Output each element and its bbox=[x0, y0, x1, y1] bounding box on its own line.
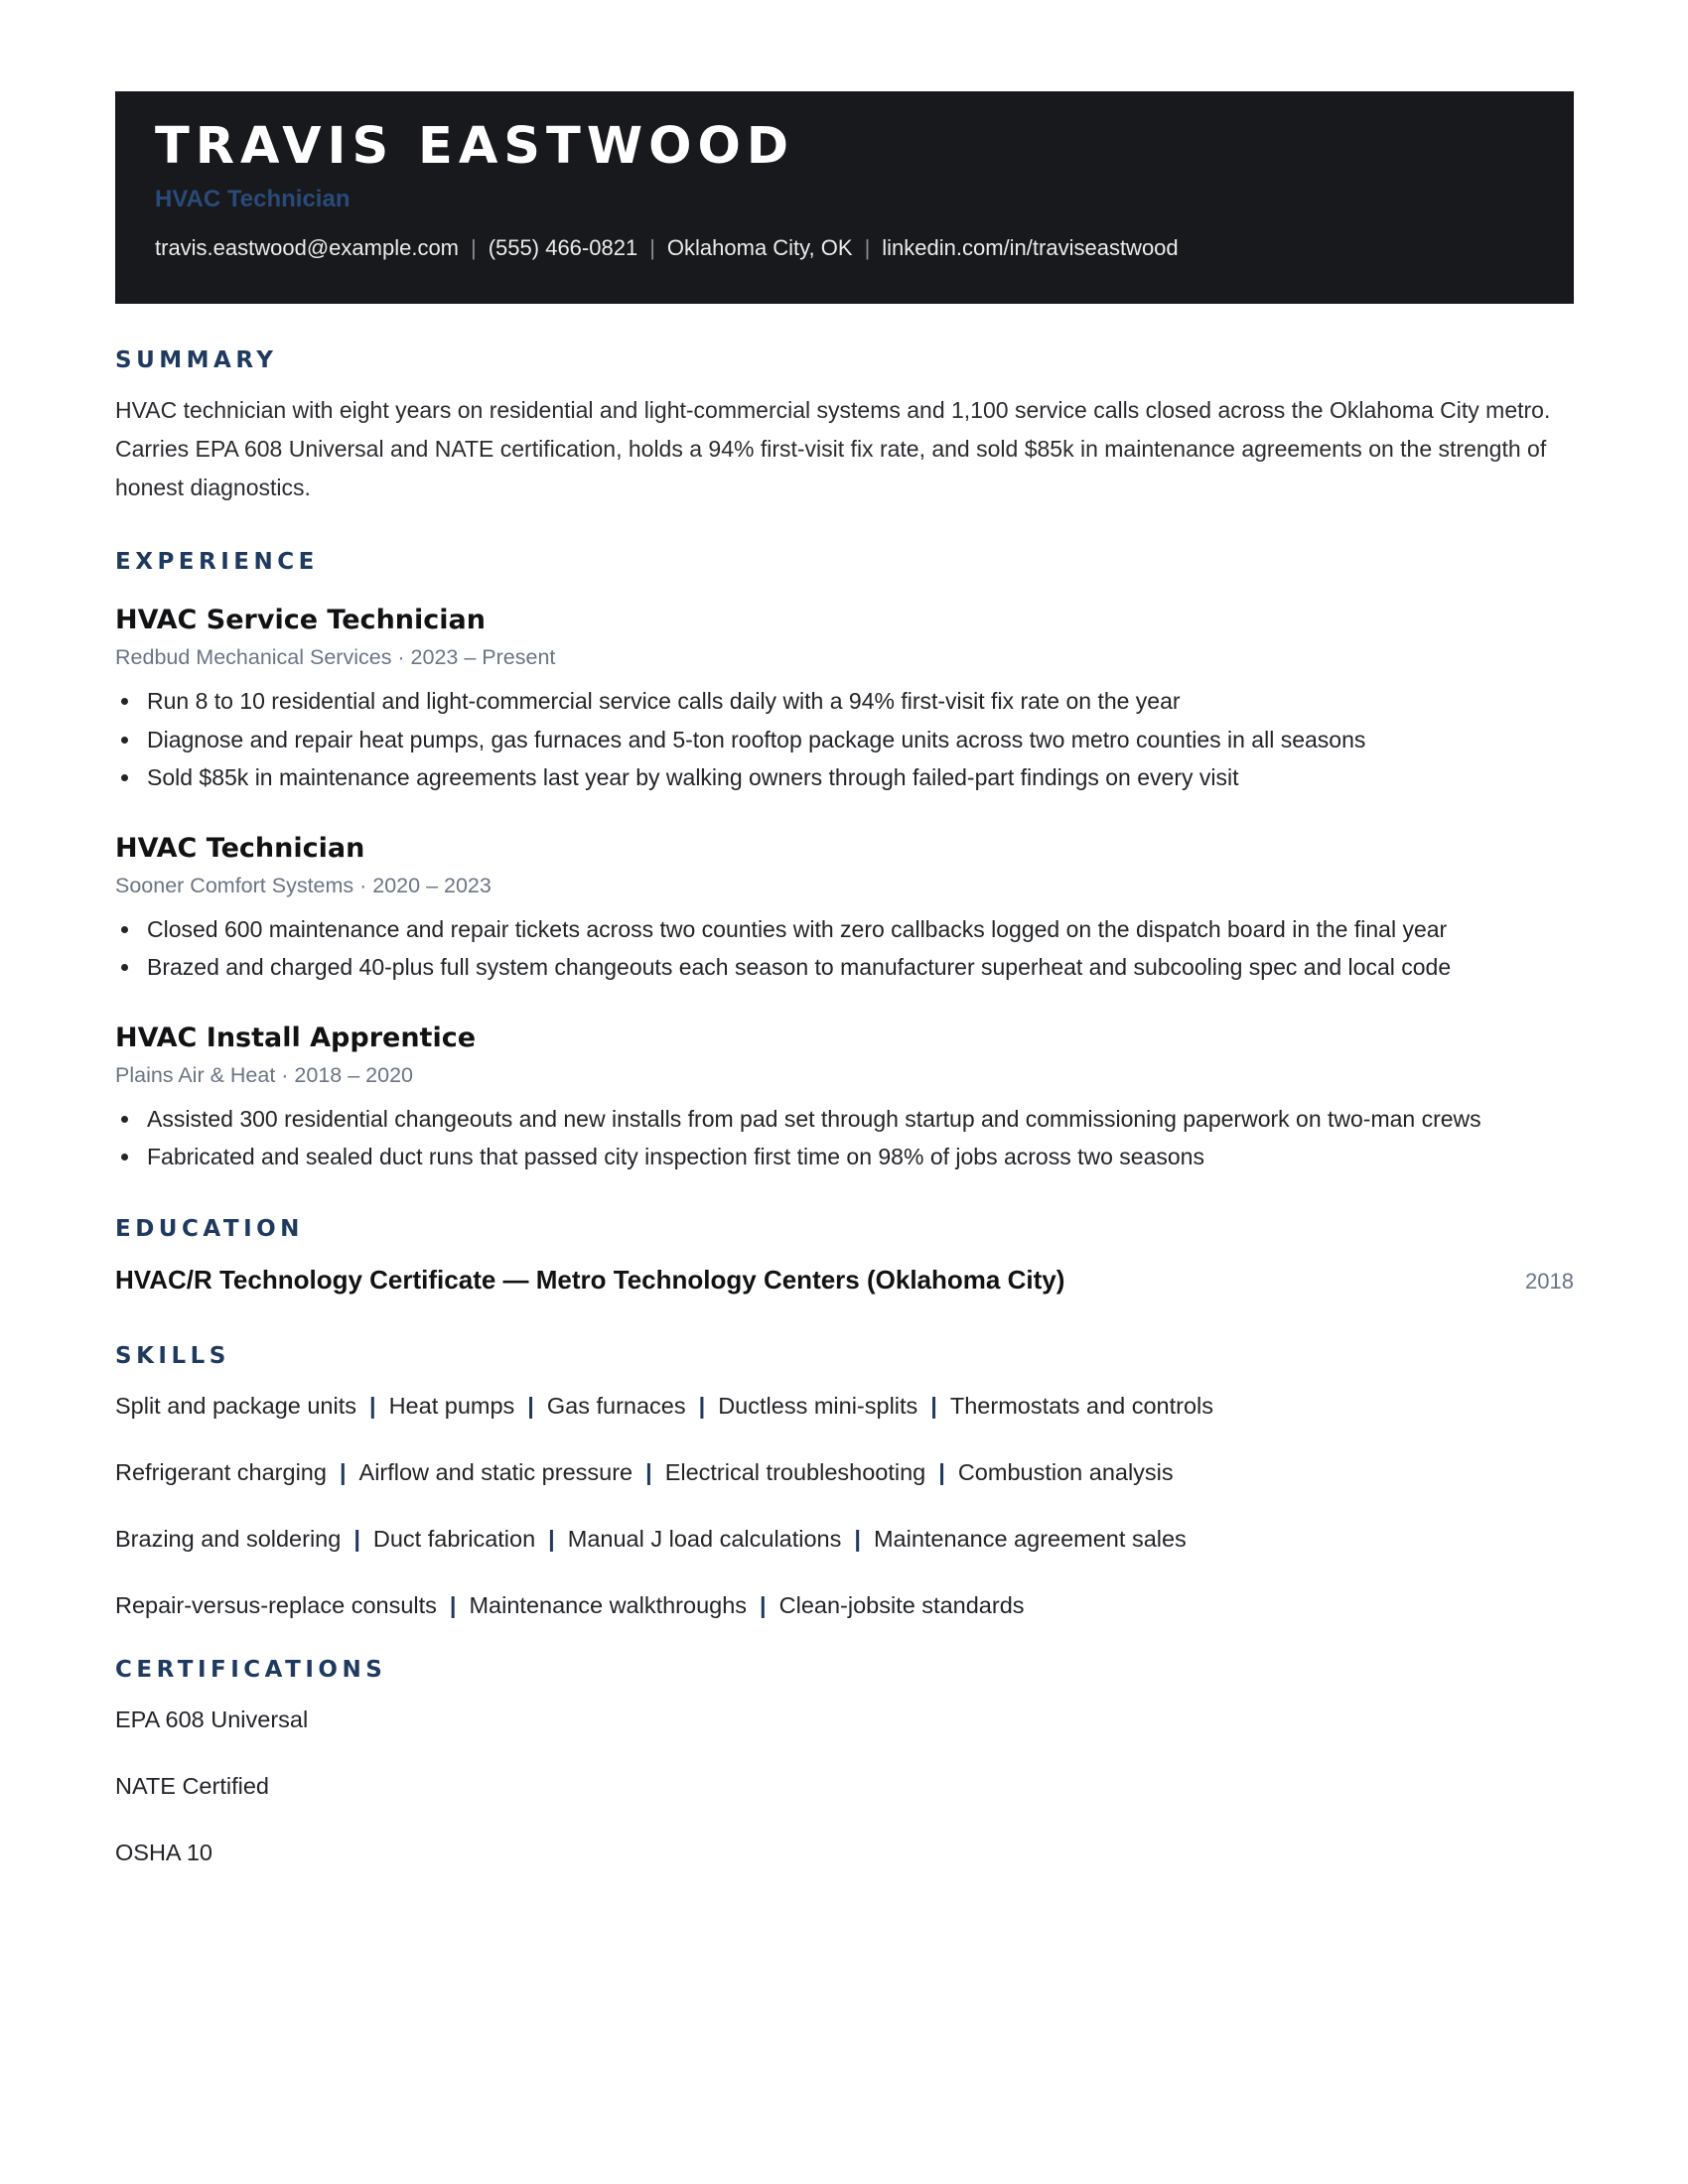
education-degree: HVAC/R Technology Certificate — Metro Technology Centers (Oklahoma City) bbox=[115, 1264, 1065, 1295]
certification-item: EPA 608 Universal bbox=[115, 1706, 309, 1732]
job-bullet: Assisted 300 residential changeouts and new installs from pad set through startup and commissioning paperwork on two-man crews bbox=[115, 1100, 1574, 1139]
skill-separator: | bbox=[645, 1458, 652, 1485]
candidate-name: TRAVIS EASTWOOD bbox=[155, 117, 795, 176]
job-meta: Redbud Mechanical Services · 2023 – Present bbox=[115, 645, 556, 669]
skill-item: Split and package units bbox=[115, 1392, 356, 1419]
skill-item: Repair-versus-replace consults bbox=[115, 1591, 437, 1618]
job-bullet: Diagnose and repair heat pumps, gas furnaces and 5-ton rooftop package units across two metro counties in all seasons bbox=[115, 721, 1574, 759]
contact-linkedin[interactable]: linkedin.com/in/traviseastwood bbox=[882, 235, 1179, 260]
resume-page bbox=[115, 91, 1574, 1902]
certifications-heading: CERTIFICATIONS bbox=[115, 1656, 387, 1683]
skill-item: Gas furnaces bbox=[546, 1392, 686, 1419]
skill-item: Electrical troubleshooting bbox=[664, 1458, 926, 1485]
candidate-role: HVAC Technician bbox=[155, 186, 351, 212]
job-entry bbox=[115, 1021, 1574, 1176]
skills-line bbox=[115, 1588, 1574, 1622]
certification-item: OSHA 10 bbox=[115, 1839, 212, 1865]
education-entry bbox=[115, 1262, 1574, 1297]
job-title: HVAC Service Technician bbox=[115, 605, 486, 635]
skills-line bbox=[115, 1522, 1574, 1556]
skills-list bbox=[115, 1389, 1574, 1622]
skill-item: Heat pumps bbox=[388, 1392, 515, 1419]
contact-separator: | bbox=[471, 235, 477, 260]
skill-item: Thermostats and controls bbox=[949, 1392, 1214, 1419]
certification-item: NATE Certified bbox=[115, 1772, 269, 1799]
skill-item: Maintenance walkthroughs bbox=[469, 1591, 748, 1618]
job-bullet: Brazed and charged 40-plus full system changeouts each season to manufacturer superheat and subcooling spec and local code bbox=[115, 948, 1574, 987]
job-bullets bbox=[115, 682, 1574, 797]
skill-item: Duct fabrication bbox=[372, 1525, 536, 1552]
skill-item: Combustion analysis bbox=[957, 1458, 1174, 1485]
contact-separator: | bbox=[864, 235, 871, 260]
experience-heading: EXPERIENCE bbox=[115, 549, 319, 575]
job-meta: Plains Air & Heat · 2018 – 2020 bbox=[115, 1062, 413, 1087]
job-bullets bbox=[115, 910, 1574, 987]
summary-heading: SUMMARY bbox=[115, 347, 278, 373]
job-bullet: Run 8 to 10 residential and light-commercial service calls daily with a 94% first-visit fix rate on the year bbox=[115, 682, 1574, 721]
resume-header bbox=[115, 91, 1574, 304]
job-entry bbox=[115, 603, 1574, 797]
skill-separator: | bbox=[760, 1591, 767, 1618]
contact-location: Oklahoma City, OK bbox=[666, 235, 853, 260]
job-title: HVAC Technician bbox=[115, 832, 365, 864]
job-bullet: Sold $85k in maintenance agreements last year by walking owners through failed-part findings on every visit bbox=[115, 758, 1574, 797]
skill-item: Ductless mini-splits bbox=[718, 1392, 918, 1419]
skills-line bbox=[115, 1389, 1574, 1423]
skill-item: Maintenance agreement sales bbox=[873, 1525, 1187, 1552]
job-bullets bbox=[115, 1100, 1574, 1176]
skill-separator: | bbox=[527, 1392, 534, 1419]
skill-separator: | bbox=[449, 1591, 457, 1618]
skill-item: Clean-jobsite standards bbox=[778, 1591, 1025, 1618]
skill-separator: | bbox=[339, 1458, 347, 1485]
skill-separator: | bbox=[938, 1458, 945, 1485]
skill-separator: | bbox=[854, 1525, 861, 1552]
job-title: HVAC Install Apprentice bbox=[115, 1022, 477, 1053]
job-entry bbox=[115, 831, 1574, 987]
education-heading: EDUCATION bbox=[115, 1215, 304, 1242]
job-meta: Sooner Comfort Systems · 2020 – 2023 bbox=[115, 873, 492, 897]
skill-item: Refrigerant charging bbox=[115, 1458, 327, 1485]
skill-separator: | bbox=[353, 1525, 360, 1552]
contact-phone[interactable]: (555) 466-0821 bbox=[488, 235, 638, 260]
skill-separator: | bbox=[698, 1392, 706, 1419]
skill-item: Airflow and static pressure bbox=[358, 1458, 633, 1485]
skills-heading: SKILLS bbox=[115, 1342, 230, 1369]
education-year: 2018 bbox=[1525, 1268, 1574, 1294]
certifications-list bbox=[115, 1703, 1574, 1869]
skill-item: Manual J load calculations bbox=[567, 1525, 842, 1552]
skill-separator: | bbox=[369, 1392, 376, 1419]
job-bullet: Closed 600 maintenance and repair tickets across two counties with zero callbacks logged on the dispatch board in the final year bbox=[115, 910, 1574, 949]
skills-line bbox=[115, 1455, 1574, 1489]
contact-separator: | bbox=[649, 235, 655, 260]
skill-item: Brazing and soldering bbox=[115, 1525, 342, 1552]
job-bullet: Fabricated and sealed duct runs that passed city inspection first time on 98% of jobs across two seasons bbox=[115, 1138, 1574, 1176]
skill-separator: | bbox=[930, 1392, 937, 1419]
contact-email[interactable]: travis.eastwood@example.com bbox=[155, 235, 460, 260]
summary-text: HVAC technician with eight years on residential and light-commercial systems and 1,100 service calls closed across the Oklahoma City metro. Carries EPA 608 Universal and NATE certification, holds a 94% first-visit fix rate, and sold $85k in maintenance agreements on the strength of honest diagnostics. bbox=[115, 397, 1551, 500]
contact-line bbox=[155, 234, 1534, 262]
skill-separator: | bbox=[548, 1525, 555, 1552]
